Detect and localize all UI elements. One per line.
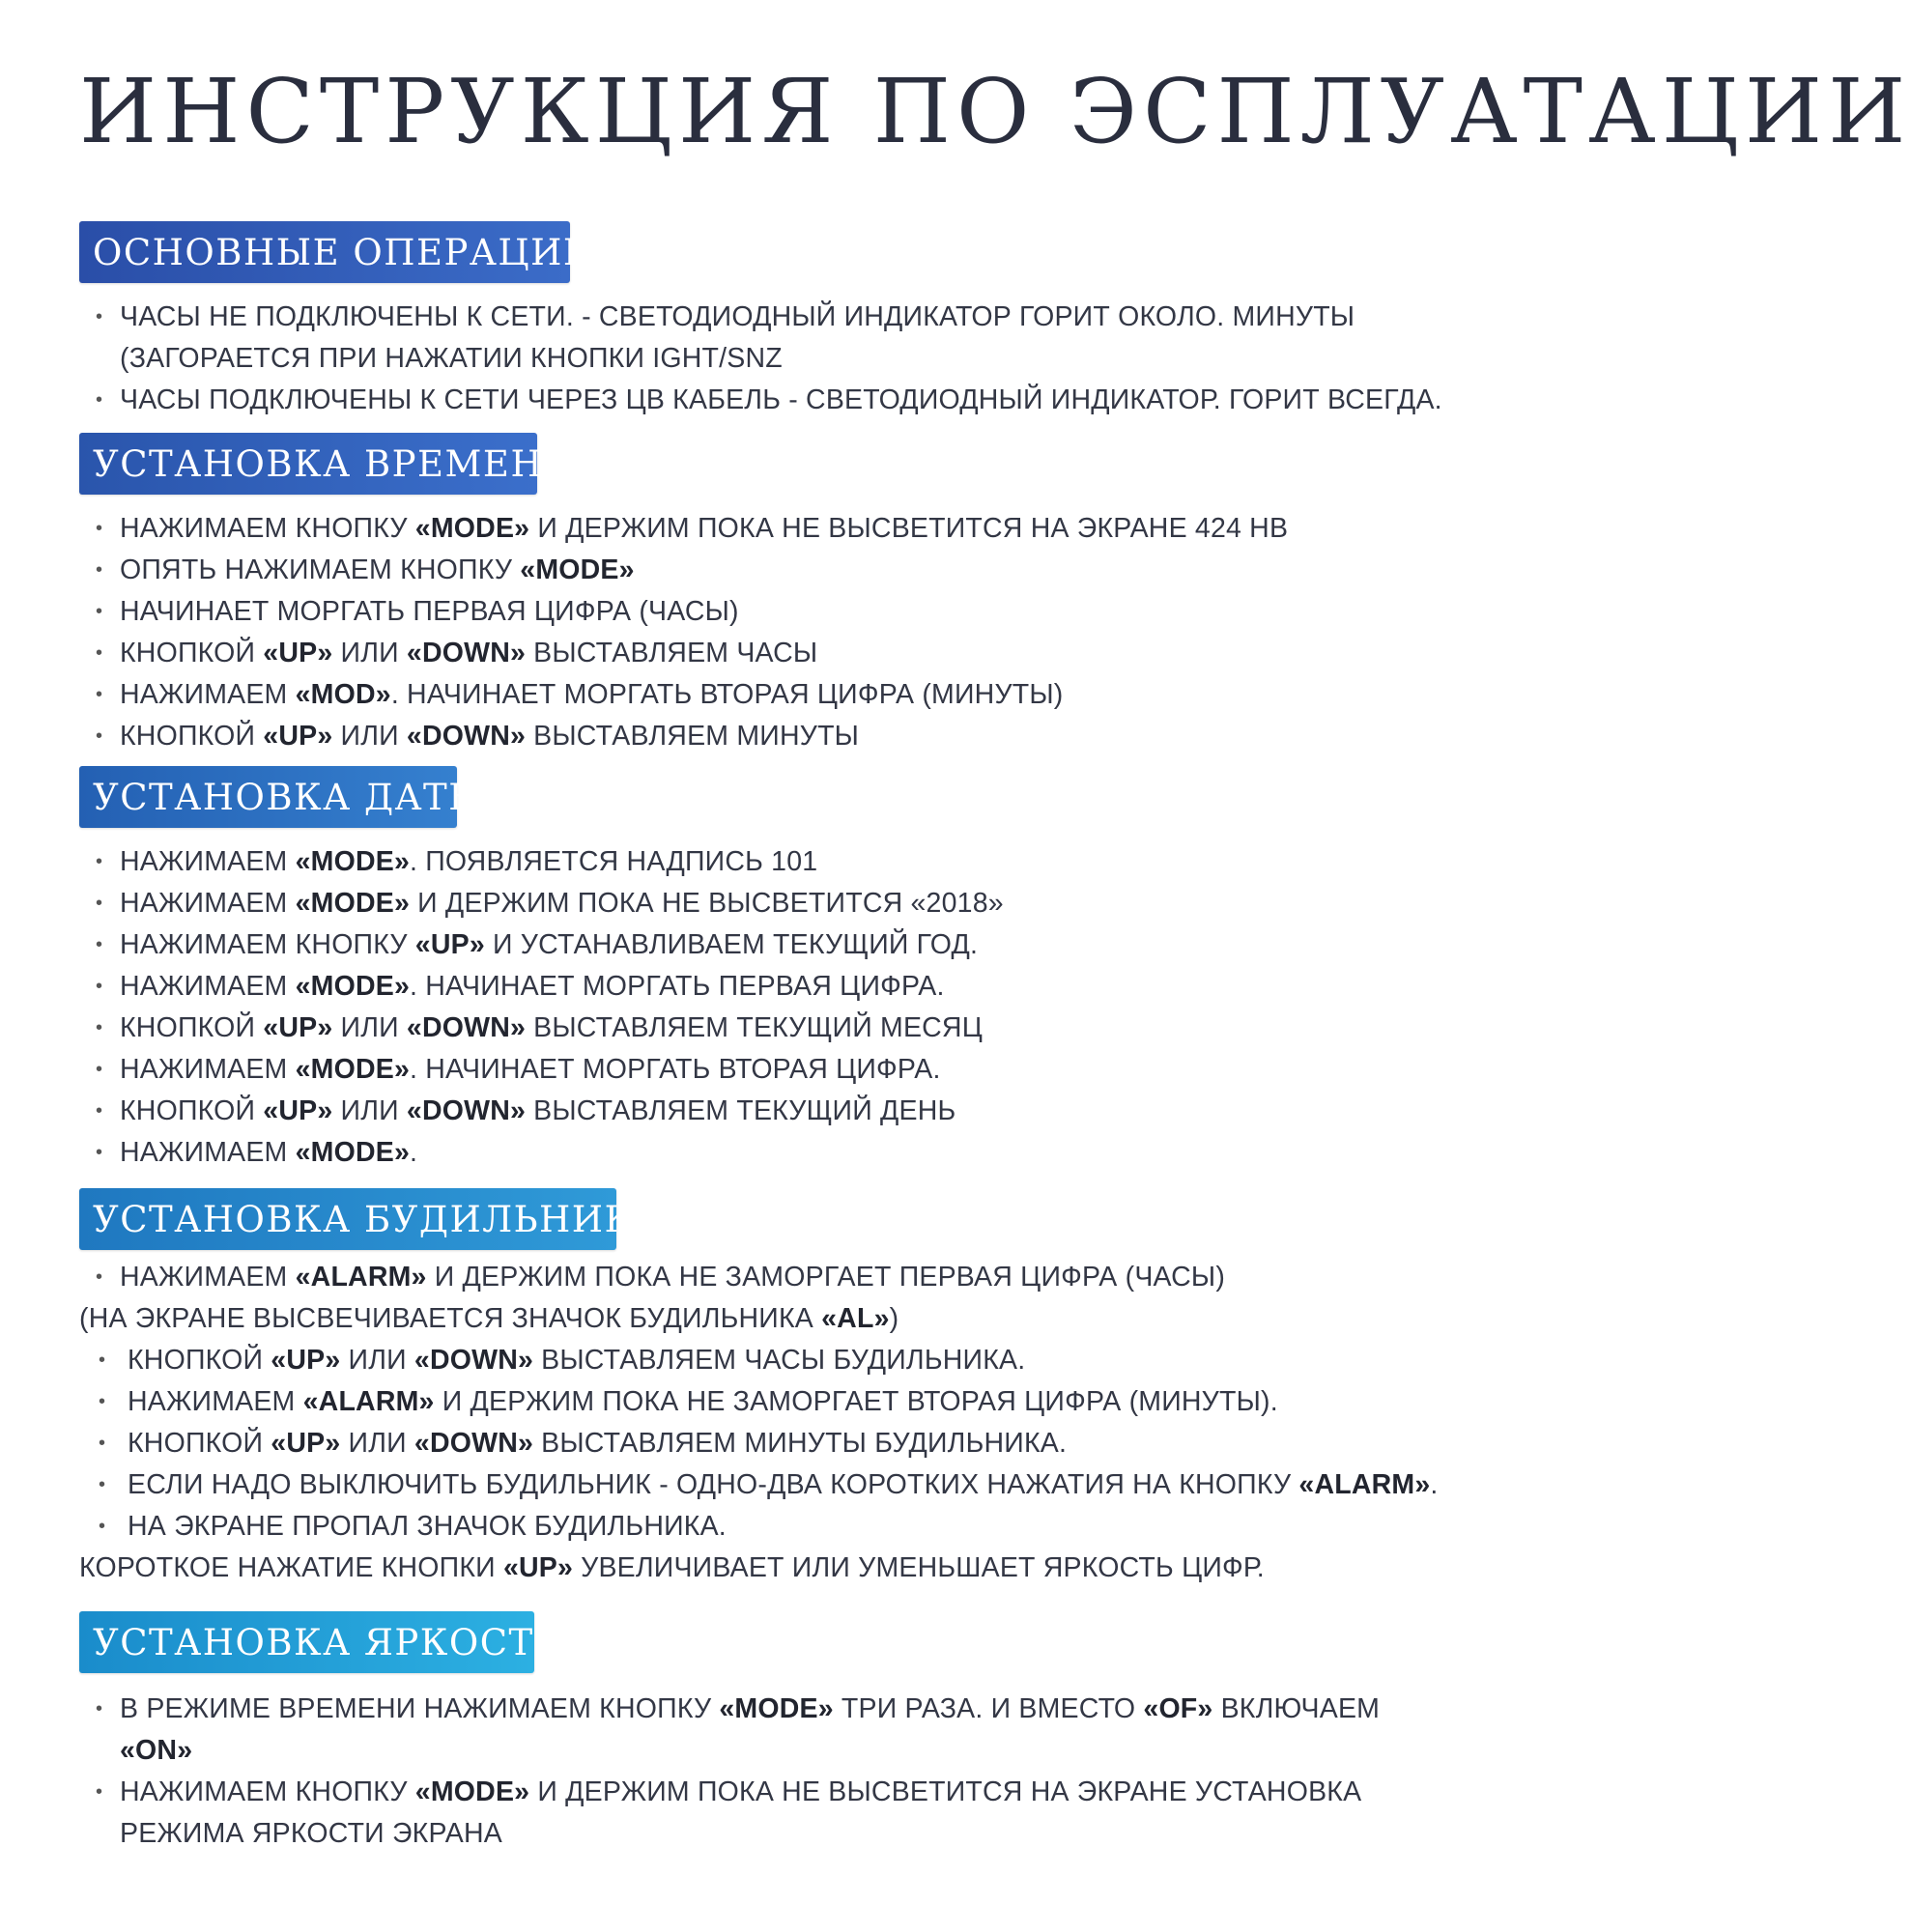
text-line: ЧАСЫ НЕ ПОДКЛЮЧЕНЫ К СЕТИ. - СВЕТОДИОДНЫЙ ИНДИКАТОР ГОРИТ ОКОЛО. МИНУТЫ — [120, 301, 1355, 332]
bullet: • — [99, 1350, 106, 1371]
section-header-basic-operations: ОСНОВНЫЕ ОПЕРАЦИИ — [79, 221, 570, 283]
bullet: • — [96, 1142, 103, 1163]
bullet: • — [96, 601, 103, 622]
section-header-brightness-setting: УСТАНОВКА ЯРКОСТИ — [79, 1611, 534, 1673]
text-line: НАЖИМАЕМ КНОПКУ «UP» И УСТАНАВЛИВАЕМ ТЕКУЩИЙ ГОД. — [120, 929, 979, 960]
text-line: В РЕЖИМЕ ВРЕМЕНИ НАЖИМАЕМ КНОПКУ «MODE» ТРИ РАЗА. И ВМЕСТО «OF» ВКЛЮЧАЕМ — [120, 1693, 1381, 1724]
section-header-time-setting: УСТАНОВКА ВРЕМЕНИ — [79, 433, 537, 495]
bullet: • — [99, 1433, 106, 1454]
text-line: НАЖИМАЕМ КНОПКУ «MODE» И ДЕРЖИМ ПОКА НЕ ВЫСВЕТИТСЯ НА ЭКРАНЕ УСТАНОВКА — [120, 1776, 1362, 1807]
text-line: НАЖИМАЕМ «MOD». НАЧИНАЕТ МОРГАТЬ ВТОРАЯ ЦИФРА (МИНУТЫ) — [120, 679, 1064, 710]
bullet: • — [96, 976, 103, 997]
text-line: НАЖИМАЕМ «MODE» И ДЕРЖИМ ПОКА НЕ ВЫСВЕТИТСЯ «2018» — [120, 888, 1004, 919]
bullet: • — [99, 1391, 106, 1412]
text-line: РЕЖИМА ЯРКОСТИ ЭКРАНА — [120, 1818, 502, 1849]
text-line: НА ЭКРАНЕ ПРОПАЛ ЗНАЧОК БУДИЛЬНИКА. — [128, 1511, 727, 1542]
text-line: НАЖИМАЕМ «MODE». НАЧИНАЕТ МОРГАТЬ ПЕРВАЯ ЦИФРА. — [120, 971, 945, 1002]
bullet: • — [96, 1017, 103, 1038]
bullet: • — [96, 518, 103, 539]
text-line: НАЖИМАЕМ «MODE». — [120, 1137, 418, 1168]
bullet: • — [96, 1781, 103, 1803]
text-line: НАЖИМАЕМ «MODE». ПОЯВЛЯЕТСЯ НАДПИСЬ 101 — [120, 846, 818, 877]
bullet: • — [99, 1474, 106, 1495]
bullet: • — [96, 389, 103, 411]
bullet: • — [96, 306, 103, 327]
text-line: (ЗАГОРАЕТСЯ ПРИ НАЖАТИИ КНОПКИ IGHT/SNZ — [120, 343, 783, 374]
bullet: • — [96, 1698, 103, 1719]
text-line: НАЖИМАЕМ «ALARM» И ДЕРЖИМ ПОКА НЕ ЗАМОРГАЕТ ВТОРАЯ ЦИФРА (МИНУТЫ). — [128, 1386, 1278, 1417]
text-line: «ON» — [120, 1735, 193, 1766]
bullet: • — [96, 1100, 103, 1122]
bullet: • — [96, 1266, 103, 1288]
section-header-alarm-setting: УСТАНОВКА БУДИЛЬНИКА — [79, 1188, 616, 1250]
bullet: • — [96, 934, 103, 955]
text-line: КНОПКОЙ «UP» ИЛИ «DOWN» ВЫСТАВЛЯЕМ ТЕКУЩИЙ ДЕНЬ — [120, 1095, 956, 1126]
text-line: НАЖИМАЕМ КНОПКУ «MODE» И ДЕРЖИМ ПОКА НЕ ВЫСВЕТИТСЯ НА ЭКРАНЕ 424 НВ — [120, 513, 1289, 544]
text-line: НАЖИМАЕМ «MODE». НАЧИНАЕТ МОРГАТЬ ВТОРАЯ ЦИФРА. — [120, 1054, 941, 1085]
text-line: ЕСЛИ НАДО ВЫКЛЮЧИТЬ БУДИЛЬНИК - ОДНО-ДВА КОРОТКИХ НАЖАТИЯ НА КНОПКУ «ALARM». — [128, 1469, 1439, 1500]
bullet: • — [96, 559, 103, 581]
text-line: КНОПКОЙ «UP» ИЛИ «DOWN» ВЫСТАВЛЯЕМ МИНУТЫ БУДИЛЬНИКА. — [128, 1428, 1068, 1459]
bullet: • — [96, 725, 103, 747]
bullet: • — [96, 851, 103, 872]
text-line: ОПЯТЬ НАЖИМАЕМ КНОПКУ «MODE» — [120, 554, 635, 585]
bullet: • — [99, 1516, 106, 1537]
text-line: НАЖИМАЕМ «ALARM» И ДЕРЖИМ ПОКА НЕ ЗАМОРГАЕТ ПЕРВАЯ ЦИФРА (ЧАСЫ) — [120, 1262, 1226, 1293]
text-line: КНОПКОЙ «UP» ИЛИ «DOWN» ВЫСТАВЛЯЕМ ЧАСЫ — [120, 638, 818, 668]
text-line: (НА ЭКРАНЕ ВЫСВЕЧИВАЕТСЯ ЗНАЧОК БУДИЛЬНИКА «AL») — [79, 1303, 899, 1334]
bullet: • — [96, 684, 103, 705]
bullet: • — [96, 893, 103, 914]
text-line: КНОПКОЙ «UP» ИЛИ «DOWN» ВЫСТАВЛЯЕМ ТЕКУЩИЙ МЕСЯЦ — [120, 1012, 984, 1043]
bullet: • — [96, 1059, 103, 1080]
text-line: НАЧИНАЕТ МОРГАТЬ ПЕРВАЯ ЦИФРА (ЧАСЫ) — [120, 596, 739, 627]
text-line: КНОПКОЙ «UP» ИЛИ «DOWN» ВЫСТАВЛЯЕМ ЧАСЫ БУДИЛЬНИКА. — [128, 1345, 1026, 1376]
bullet: • — [96, 642, 103, 664]
text-line: КНОПКОЙ «UP» ИЛИ «DOWN» ВЫСТАВЛЯЕМ МИНУТЫ — [120, 721, 860, 752]
text-line: КОРОТКОЕ НАЖАТИЕ КНОПКИ «UP» УВЕЛИЧИВАЕТ ИЛИ УМЕНЬШАЕТ ЯРКОСТЬ ЦИФР. — [79, 1552, 1265, 1583]
section-header-date-setting: УСТАНОВКА ДАТЫ — [79, 766, 457, 828]
text-line: ЧАСЫ ПОДКЛЮЧЕНЫ К СЕТИ ЧЕРЕЗ ЦВ КАБЕЛЬ - СВЕТОДИОДНЫЙ ИНДИКАТОР. ГОРИТ ВСЕГДА. — [120, 384, 1442, 415]
document-title: ИНСТРУКЦИЯ ПО ЭСПЛУАТАЦИИ — [79, 60, 1911, 163]
